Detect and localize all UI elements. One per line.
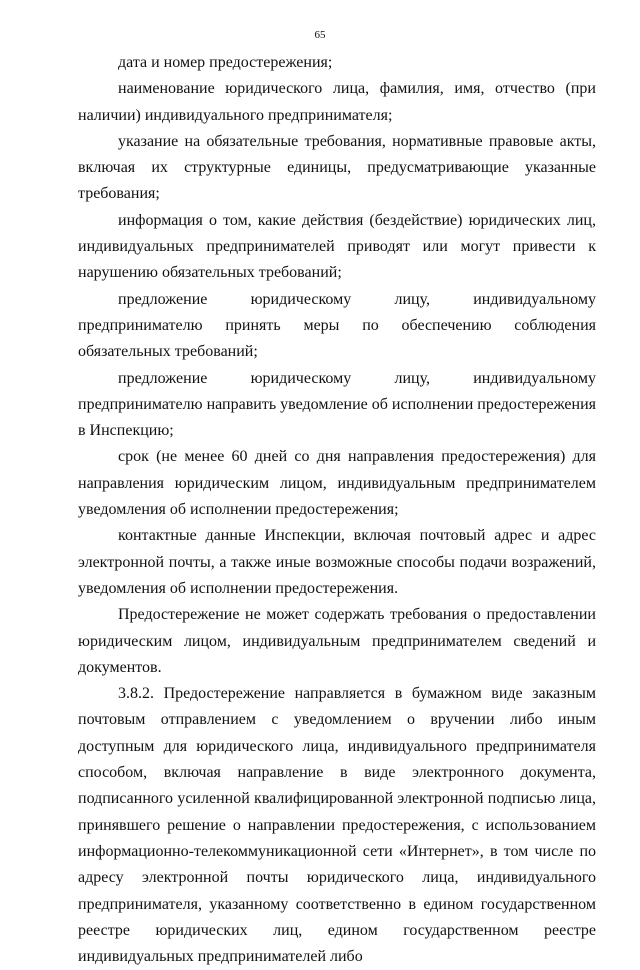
paragraph-warning-date-number: дата и номер предостережения; (118, 54, 333, 71)
paragraph-section-3-8-2: 3.8.2. Предостережение направляется в бумажном виде заказным почтовым отправлением с уведомлением о вручении либо иным доступным для юридического лица, индивидуального предпринимателя способом, включая направление в виде электронного документа, подписанного усиленной квалифицированной электронной подписью лица, принявшего решение о направлении предостережения, с использованием информационно-телекоммуникационной сети «Интернет», в том числе по адресу электронной почты юридического лица, индивидуального предпринимателя, указанному соответственно в едином государственном реестре юридических лиц, едином государственном реестре индивидуальных предпринимателей либо (78, 685, 596, 966)
paragraph-violation-info: информация о том, какие действия (бездействие) юридических лиц, индивидуальных предпринимателей приводят или могут привести к нарушению обязательных требований; (78, 211, 596, 282)
paragraph-deadline: срок (не менее 60 дней со дня направления предостережения) для направления юридическим лицом, индивидуальным предпринимателем уведомления об исполнении предостережения; (78, 448, 596, 519)
document-body (78, 50, 596, 970)
paragraph-restriction: Предостережение не может содержать требования о предоставлении юридическим лицом, индивидуальным предпринимателем сведений и документов. (78, 606, 596, 676)
paragraph-notification-proposal: предложение юридическому лицу, индивидуальному предпринимателю направить уведомление об исполнении предостережения в Инспекцию; (78, 369, 596, 440)
paragraph-entity-name: наименование юридического лица, фамилия, имя, отчество (при наличии) индивидуального предпринимателя; (78, 80, 596, 124)
paragraph-mandatory-requirements: указание на обязательные требования, нормативные правовые акты, включая их структурные единицы, предусматривающие указанные требования; (78, 132, 596, 203)
paragraph-compliance-proposal: предложение юридическому лицу, индивидуальному предпринимателю принять меры по обеспечению соблюдения обязательных требований; (78, 290, 596, 361)
page-number: 65 (314, 29, 326, 41)
paragraph-contact-details: контактные данные Инспекции, включая почтовый адрес и адрес электронной почты, а также иные возможные способы подачи возражений, уведомления об исполнении предостережения. (78, 527, 596, 597)
